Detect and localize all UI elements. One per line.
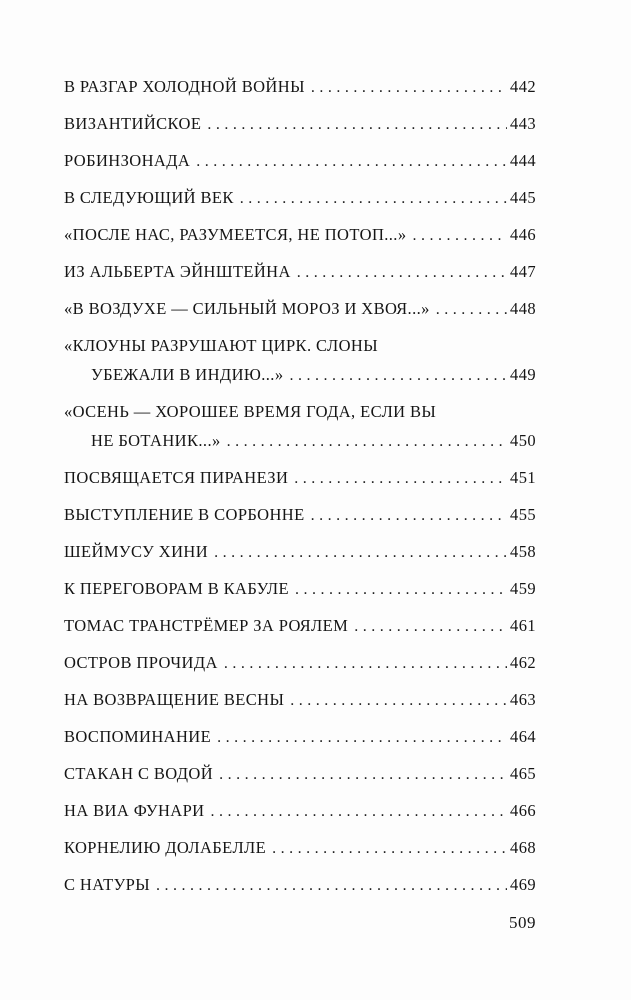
toc-entry-page-number: 444	[510, 151, 536, 170]
dot-leader	[297, 257, 507, 287]
toc-entry-title: ТОМАС ТРАНСТРЁМЕР ЗА РОЯЛЕМ	[64, 616, 349, 635]
toc-entry	[64, 685, 536, 715]
dot-leader	[207, 109, 507, 139]
toc-entry-title: ОСТРОВ ПРОЧИДА	[64, 653, 218, 672]
dot-leader	[227, 426, 507, 456]
toc-entry-page-number: 442	[510, 77, 536, 96]
toc-entry	[64, 183, 536, 213]
toc-entry	[64, 833, 536, 863]
toc-entry-title: ИЗ АЛЬБЕРТА ЭЙНШТЕЙНА	[64, 262, 291, 281]
toc-entry-page-number: 464	[510, 727, 536, 746]
toc-entry-line	[64, 463, 536, 493]
toc-entry-title: ВОСПОМИНАНИЕ	[64, 727, 212, 746]
toc-entry-title: ПОСВЯЩАЕТСЯ ПИРАНЕЗИ	[64, 468, 289, 487]
toc-entry-title: «ОСЕНЬ — ХОРОШЕЕ ВРЕМЯ ГОДА, ЕСЛИ ВЫ	[64, 402, 437, 421]
toc-entry-line	[64, 500, 536, 530]
toc-entry-page-number: 447	[510, 262, 536, 281]
toc-entry-page-number: 446	[510, 225, 536, 244]
toc-entry-page-number: 443	[510, 114, 536, 133]
toc-entry-line	[64, 796, 536, 826]
dot-leader	[219, 759, 507, 789]
toc-entry-page-number: 468	[510, 838, 536, 857]
dot-leader	[214, 537, 507, 567]
dot-leader	[311, 72, 507, 102]
dot-leader	[240, 183, 507, 213]
toc-entry-page-number: 465	[510, 764, 536, 783]
toc-entry-line	[64, 294, 536, 324]
toc-entry-page-number: 463	[510, 690, 536, 709]
toc-entry	[64, 331, 536, 390]
toc-entry-page-number: 458	[510, 542, 536, 561]
toc-entry-line	[64, 648, 536, 678]
toc-entry	[64, 722, 536, 752]
dot-leader	[217, 722, 507, 752]
toc-entry-title: НА ВИА ФУНАРИ	[64, 801, 205, 820]
toc-entry-line	[64, 109, 536, 139]
toc-entry	[64, 796, 536, 826]
toc-entry-page-number: 461	[510, 616, 536, 635]
toc-entry-line	[64, 257, 536, 287]
toc-entry	[64, 537, 536, 567]
dot-leader	[294, 463, 507, 493]
toc-entry-line	[64, 611, 536, 641]
toc-entry-page-number: 450	[510, 431, 536, 450]
toc-entry-line	[64, 220, 536, 250]
toc-entry-title: ВЫСТУПЛЕНИЕ В СОРБОННЕ	[64, 505, 305, 524]
toc-entry-page-number: 462	[510, 653, 536, 672]
toc-entry-line	[64, 722, 536, 752]
dot-leader	[196, 146, 507, 176]
toc-entry-page-number: 451	[510, 468, 536, 487]
toc-entry-line	[64, 331, 536, 360]
toc-entry	[64, 220, 536, 250]
folio-page-number: 509	[509, 913, 536, 932]
toc-entry-title: СТАКАН С ВОДОЙ	[64, 764, 214, 783]
toc-entry-line	[64, 426, 536, 456]
toc-entry-page-number: 445	[510, 188, 536, 207]
toc-entry	[64, 294, 536, 324]
toc-entry-title: УБЕЖАЛИ В ИНДИЮ...»	[91, 365, 284, 384]
dot-leader	[311, 500, 507, 530]
toc-entry	[64, 397, 536, 456]
toc-entry-line	[64, 759, 536, 789]
toc-entry-line	[64, 870, 536, 900]
toc-entry-title: РОБИНЗОНАДА	[64, 151, 191, 170]
toc-entry-page-number: 455	[510, 505, 536, 524]
toc-entry-line	[64, 574, 536, 604]
toc-entry	[64, 759, 536, 789]
toc-entry	[64, 463, 536, 493]
dot-leader	[289, 360, 507, 390]
toc-entry-title: НЕ БОТАНИК...»	[91, 431, 221, 450]
toc-entry-title: НА ВОЗВРАЩЕНИЕ ВЕСНЫ	[64, 690, 285, 709]
toc-entry-page-number: 448	[510, 299, 536, 318]
toc-entry-line	[64, 833, 536, 863]
dot-leader	[295, 574, 507, 604]
toc-entry-page-number: 466	[510, 801, 536, 820]
toc-entry-title: КОРНЕЛИЮ ДОЛАБЕЛЛЕ	[64, 838, 267, 857]
toc-list	[64, 72, 536, 900]
toc-entry-line	[64, 72, 536, 102]
toc-entry-line	[64, 146, 536, 176]
dot-leader	[156, 870, 507, 900]
toc-entry-line	[64, 183, 536, 213]
toc-entry-page-number: 449	[510, 365, 536, 384]
dot-leader	[412, 220, 507, 250]
dot-leader	[272, 833, 507, 863]
toc-entry	[64, 146, 536, 176]
dot-leader	[436, 294, 507, 324]
toc-entry-title: ШЕЙМУСУ ХИНИ	[64, 542, 209, 561]
toc-entry-line	[64, 685, 536, 715]
toc-entry	[64, 72, 536, 102]
toc-entry-title: ВИЗАНТИЙСКОЕ	[64, 114, 202, 133]
dot-leader	[290, 685, 507, 715]
toc-entry-title: В РАЗГАР ХОЛОДНОЙ ВОЙНЫ	[64, 77, 305, 96]
toc-entry	[64, 574, 536, 604]
dot-leader	[224, 648, 507, 678]
toc-entry-line	[64, 397, 536, 426]
dot-leader	[211, 796, 508, 826]
toc-entry-line	[64, 537, 536, 567]
toc-entry	[64, 109, 536, 139]
toc-entry-title: К ПЕРЕГОВОРАМ В КАБУЛЕ	[64, 579, 289, 598]
toc-entry	[64, 257, 536, 287]
toc-entry	[64, 648, 536, 678]
toc-entry	[64, 611, 536, 641]
toc-entry-title: «КЛОУНЫ РАЗРУШАЮТ ЦИРК. СЛОНЫ	[64, 336, 379, 355]
toc-entry-page-number: 469	[510, 875, 536, 894]
toc-entry	[64, 500, 536, 530]
toc-entry-title: В СЛЕДУЮЩИЙ ВЕК	[64, 188, 234, 207]
toc-entry	[64, 870, 536, 900]
toc-entry-line	[64, 360, 536, 390]
dot-leader	[354, 611, 507, 641]
toc-entry-title: С НАТУРЫ	[64, 875, 151, 894]
toc-entry-title: «ПОСЛЕ НАС, РАЗУМЕЕТСЯ, НЕ ПОТОП...»	[64, 225, 407, 244]
toc-entry-page-number: 459	[510, 579, 536, 598]
toc-entry-title: «В ВОЗДУХЕ — СИЛЬНЫЙ МОРОЗ И ХВОЯ...»	[64, 299, 430, 318]
